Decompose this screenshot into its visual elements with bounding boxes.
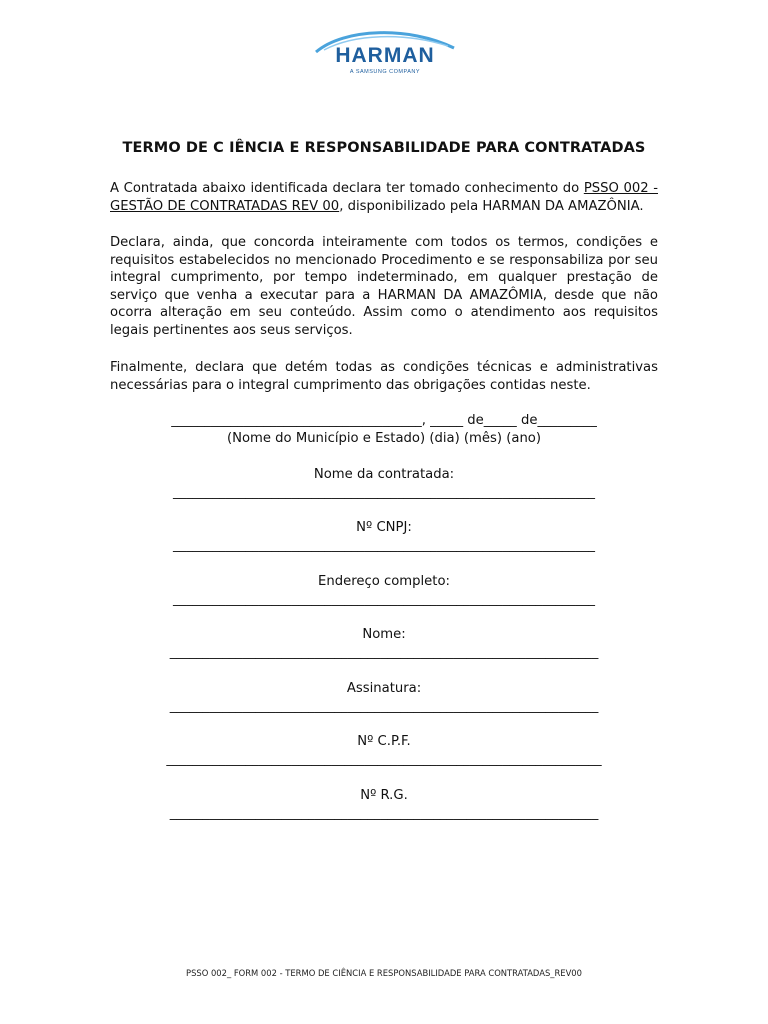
date-caption: (Nome do Município e Estado) (dia) (mês) (ano) xyxy=(226,431,542,446)
p1-text-start: A Contratada abaixo identificada declara ter tomado conhecimento do xyxy=(110,181,584,196)
field-label-signature: Assinatura: xyxy=(346,681,422,696)
field-line-name[interactable]: _________________________________________________________________ xyxy=(169,645,599,660)
field-label-company-name: Nome da contratada: xyxy=(313,467,455,482)
document-title: TERMO DE C IÊNCIA E RESPONSABILIDADE PARA CONTRATADAS xyxy=(122,140,646,156)
paragraph-capability: Finalmente, declara que detém todas as condições técnicas e administrativas necessárias para o integral cumprimento das obrigações contidas neste. xyxy=(110,360,658,393)
field-label-cnpj: Nº CNPJ: xyxy=(356,520,412,535)
field-line-cpf[interactable]: __________________________________________________________________ xyxy=(166,752,602,767)
logo-wordmark: HARMAN xyxy=(335,44,435,67)
field-label-name: Nome: xyxy=(362,627,406,642)
paragraph-acknowledgement xyxy=(110,180,658,215)
field-label-address: Endereço completo: xyxy=(318,574,450,589)
field-line-cnpj[interactable]: ________________________________________________________________ xyxy=(173,538,595,553)
field-label-cpf: Nº C.P.F. xyxy=(357,734,411,749)
field-line-company-name[interactable]: ________________________________________________________________ xyxy=(173,485,595,500)
field-line-rg[interactable]: _________________________________________________________________ xyxy=(169,806,599,821)
logo-subline: A SAMSUNG COMPANY xyxy=(349,69,421,75)
field-label-rg: Nº R.G. xyxy=(360,788,408,803)
harman-logo xyxy=(314,30,456,78)
p1-text-end: , disponibilizado pela HARMAN DA AMAZÔNIA. xyxy=(339,198,644,214)
field-line-signature[interactable]: _________________________________________________________________ xyxy=(169,699,599,714)
date-line[interactable]: ______________________________________, _____ de_____ de_________ xyxy=(171,413,597,428)
procedure-reference-link: PSSO 002 - GESTÃO DE CONTRATADAS REV 00 xyxy=(110,181,658,214)
document-footer: PSSO 002_ FORM 002 - TERMO DE CIÊNCIA E RESPONSABILIDADE PARA CONTRATADAS_REV00 xyxy=(186,968,582,978)
paragraph-agreement: Declara, ainda, que concorda inteiramente com todos os termos, condições e requisitos estabelecidos no mencionado Procedimento e se responsabiliza por seu integral cumprimento, por tempo indeterminado, em qualquer prestação de serviço que venha a executar para a HARMAN DA AMAZÔMIA, desde que não ocorra alteração em seu conteúdo. Assim como o atendimento aos requisitos legais pertinentes aos seus serviços. xyxy=(110,235,658,338)
field-line-address[interactable]: ________________________________________________________________ xyxy=(173,592,595,607)
